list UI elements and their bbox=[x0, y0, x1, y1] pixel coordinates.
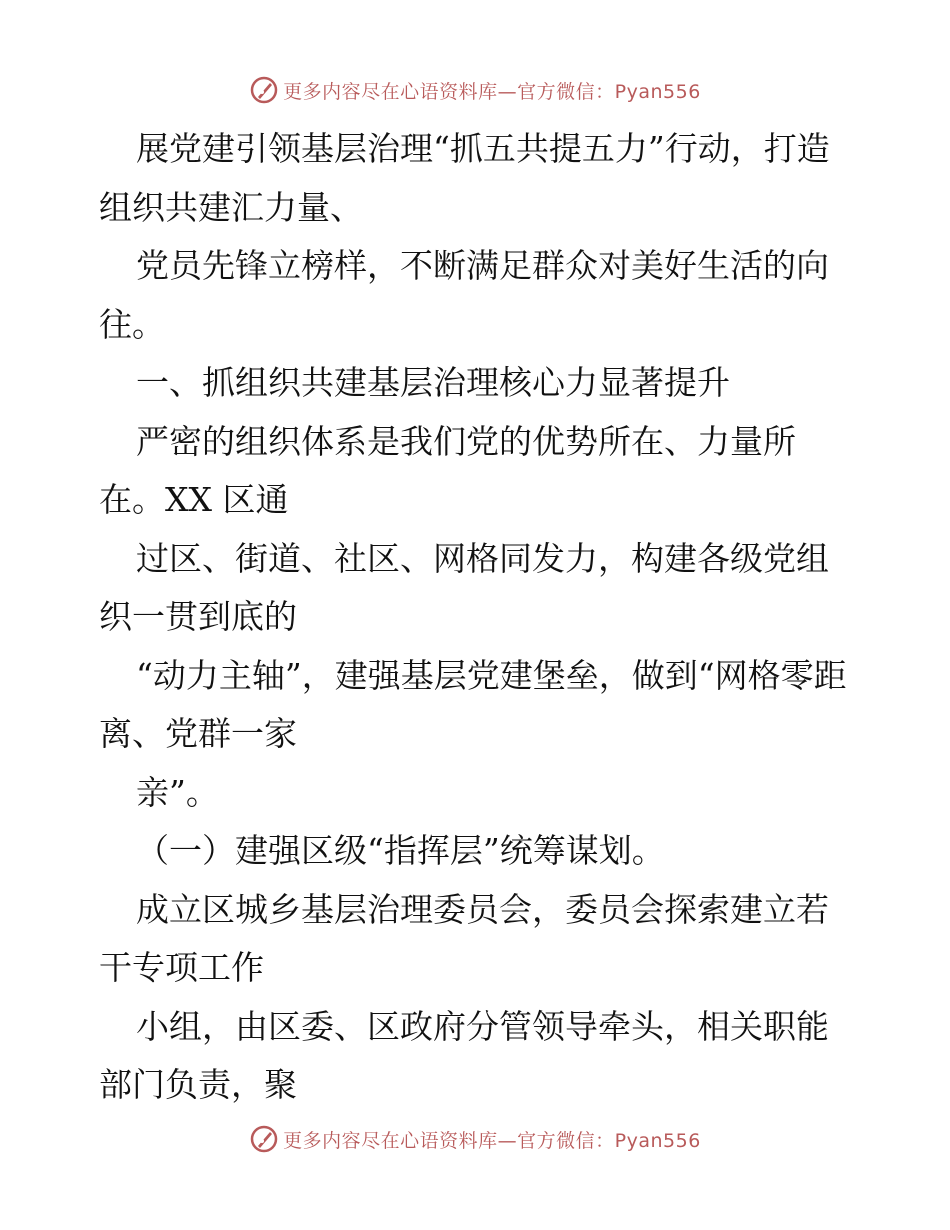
subsection-heading: （一）建强区级“指挥层”统筹谋划。 bbox=[136, 831, 665, 870]
paragraph: 过区、街道、社区、网格同发力，构建各级党组织一贯到底的 bbox=[99, 538, 829, 636]
paragraph: 亲”。 bbox=[136, 772, 219, 812]
quill-in-circle-logo-icon bbox=[249, 1124, 279, 1154]
paragraph: 小组，由区委、区政府分管领导牵头，相关职能部门负责，聚 bbox=[99, 1006, 829, 1104]
paragraph: “动力主轴”，建强基层党建堡垒，做到“网格零距离、党群一家 bbox=[99, 655, 847, 753]
paragraph: 成立区城乡基层治理委员会，委员会探索建立若干专项工作 bbox=[99, 889, 829, 987]
paragraph: 严密的组织体系是我们党的优势所在、力量所在。XX 区通 bbox=[99, 421, 796, 519]
header-banner bbox=[0, 73, 950, 107]
header-banner-text: 更多内容尽在心语资料库—官方微信：Pyan556 bbox=[283, 80, 701, 103]
footer-banner-text: 更多内容尽在心语资料库—官方微信：Pyan556 bbox=[283, 1129, 701, 1152]
footer-banner bbox=[0, 1122, 950, 1156]
paragraph: 党员先锋立榜样，不断满足群众对美好生活的向往。 bbox=[99, 246, 829, 344]
document-body bbox=[99, 120, 859, 1115]
paragraph: 展党建引领基层治理“抓五共提五力”行动，打造组织共建汇力量、 bbox=[99, 129, 830, 227]
quill-in-circle-logo-icon bbox=[249, 75, 279, 105]
section-heading: 一、抓组织共建基层治理核心力显著提升 bbox=[136, 363, 730, 402]
